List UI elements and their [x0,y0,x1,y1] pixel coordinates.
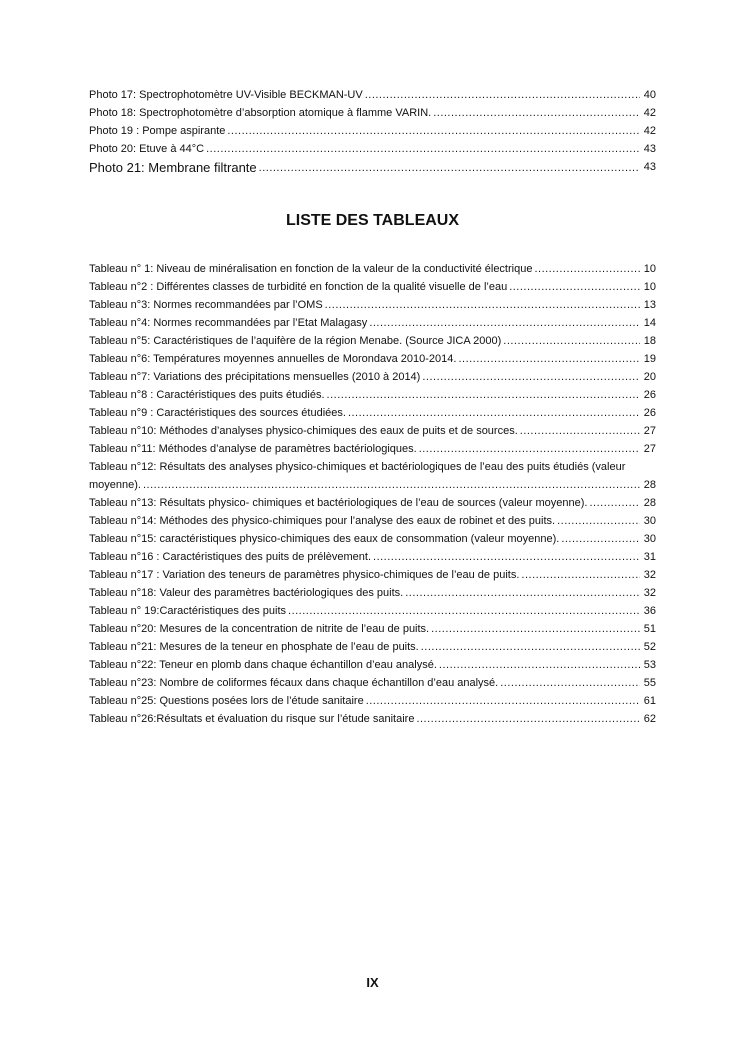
dot-leader [206,143,640,156]
toc-entry-table-23[interactable] [89,677,656,690]
toc-entry-label: Tableau n°16 : Caractéristiques des puits de prélèvement. [89,551,372,563]
toc-entry-table-15[interactable] [89,533,656,546]
dot-leader [365,89,640,102]
toc-entry-label: Tableau n°7: Variations des précipitations mensuelles (2010 à 2014) [89,371,421,383]
toc-entry-label: Tableau n°20: Mesures de la concentration de nitrite de l’eau de puits. [89,623,430,635]
toc-entry-table-20[interactable] [89,623,656,636]
toc-entry-page: 32 [643,569,656,581]
toc-entry-photo-17[interactable] [89,89,656,102]
dot-leader [422,371,640,384]
toc-entry-label: Tableau n°2 : Différentes classes de turbidité en fonction de la qualité visuelle de l’eau [89,281,508,293]
toc-entry-label: Tableau n°15: caractéristiques physico-chimiques des eaux de consommation (valeur moyenne). [89,533,560,545]
toc-entry-label: Tableau n°26:Résultats et évaluation du risque sur l’étude sanitaire [89,713,415,725]
toc-entry-table-17[interactable] [89,569,656,582]
dot-leader [416,713,640,726]
toc-entry-page: 42 [643,107,656,119]
dot-leader [521,569,640,582]
toc-entry-table-6[interactable] [89,353,656,366]
toc-entry-label-continuation: moyenne). [89,479,141,491]
dot-leader [369,317,640,330]
toc-entry-table-3[interactable] [89,299,656,312]
toc-entry-label: Tableau n°4: Normes recommandées par l’Etat Malagasy [89,317,368,329]
toc-entry-label: Tableau n°13: Résultats physico- chimiques et bactériologiques de l’eau de sources (valeur moyenne). [89,497,588,509]
toc-entry-page: 18 [643,335,656,347]
toc-entry-page: 28 [643,479,656,491]
toc-entry-label: Tableau n°5: Caractéristiques de l’aquifère de la région Menabe. (Source JICA 2000) [89,335,502,347]
toc-entry-page: 30 [643,533,656,545]
dot-leader [439,659,640,672]
toc-entry-page: 10 [643,263,656,275]
toc-entry-photo-21[interactable] [89,160,656,175]
toc-entry-page: 27 [643,443,656,455]
toc-entry-photo-20[interactable] [89,143,656,156]
dot-leader [509,281,640,294]
toc-entry-page: 27 [643,425,656,437]
toc-entry-page: 55 [643,677,656,689]
toc-entry-page: 28 [643,497,656,509]
toc-entry-page: 36 [643,605,656,617]
toc-entry-page: 20 [643,371,656,383]
toc-entry-page: 26 [643,407,656,419]
toc-entry-page: 14 [643,317,656,329]
dot-leader [325,299,640,312]
toc-entry-label: Photo 20: Etuve à 44°C [89,143,205,155]
toc-entry-table-4[interactable] [89,317,656,330]
toc-entry-page: 13 [643,299,656,311]
dot-leader [557,515,640,528]
toc-entry-label: Tableau n°11: Méthodes d’analyse de paramètres bactériologiques. [89,443,417,455]
dot-leader [366,695,640,708]
toc-entry-label: Tableau n°6: Températures moyennes annuelles de Morondava 2010-2014. [89,353,457,365]
dot-leader [327,389,640,402]
dot-leader [288,605,640,618]
toc-entry-label: Tableau n°17 : Variation des teneurs de paramètres physico-chimiques de l’eau de puits. [89,569,520,581]
toc-entry-table-21[interactable] [89,641,656,654]
toc-entry-photo-19[interactable] [89,125,656,138]
toc-entry-page: 52 [643,641,656,653]
toc-entry-table-16[interactable] [89,551,656,564]
toc-entry-label: Tableau n°14: Méthodes des physico-chimiques pour l’analyse des eaux de robinet et des puits. [89,515,556,527]
toc-entry-page: 51 [643,623,656,635]
dot-leader [500,677,640,690]
dot-leader [503,335,640,348]
toc-entry-table-7[interactable] [89,371,656,384]
toc-entry-page: 40 [643,89,656,101]
toc-entry-table-19[interactable] [89,605,656,618]
toc-entry-page: 62 [643,713,656,725]
toc-entry-table-18[interactable] [89,587,656,600]
toc-entry-page: 42 [643,125,656,137]
toc-entry-page: 61 [643,695,656,707]
toc-entry-table-14[interactable] [89,515,656,528]
dot-leader [373,551,640,564]
dot-leader [348,407,640,420]
dot-leader [431,623,640,636]
toc-entry-label: Tableau n°25: Questions posées lors de l’étude sanitaire [89,695,364,707]
toc-entry-table-12[interactable] [89,479,656,492]
dot-leader [405,587,640,600]
dot-leader [421,641,640,654]
dot-leader [259,162,640,175]
toc-entry-page: 32 [643,587,656,599]
toc-entry-table-2[interactable] [89,281,656,294]
toc-entry-label: Tableau n°8 : Caractéristiques des puits étudiés. [89,389,325,401]
dot-leader [433,107,640,120]
toc-entry-page: 43 [643,161,656,173]
toc-entry-table-1[interactable] [89,263,656,276]
dot-leader [520,425,640,438]
dot-leader [419,443,640,456]
toc-entry-table-26[interactable] [89,713,656,726]
toc-entry-label: Tableau n°22: Teneur en plomb dans chaque échantillon d’eau analysé. [89,659,437,671]
toc-entry-page: 10 [643,281,656,293]
toc-entry-page: 31 [643,551,656,563]
dot-leader [561,533,640,546]
toc-entry-page: 53 [643,659,656,671]
toc-entry-page: 26 [643,389,656,401]
toc-entry-page: 19 [643,353,656,365]
toc-entry-table-11[interactable] [89,443,656,456]
dot-leader [458,353,640,366]
toc-entry-table-8[interactable] [89,389,656,402]
toc-entry-label: Tableau n°21: Mesures de la teneur en phosphate de l’eau de puits. [89,641,419,653]
dot-leader [534,263,640,276]
dot-leader [227,125,640,138]
toc-entry-label: Tableau n° 1: Niveau de minéralisation en fonction de la valeur de la conductivité électrique [89,263,533,275]
toc-entry-label: Tableau n°9 : Caractéristiques des sources étudiées. [89,407,346,419]
toc-entry-photo-18[interactable] [89,107,656,120]
toc-entry-table-10[interactable] [89,425,656,438]
toc-entry-table-5[interactable] [89,335,656,348]
page-number: IX [366,975,379,990]
toc-entry-table-9[interactable] [89,407,656,420]
dot-leader [143,479,640,492]
toc-entry-label: Photo 18: Spectrophotomètre d’absorption atomique à flamme VARIN. [89,107,432,119]
toc-entry-page: 30 [643,515,656,527]
toc-entry-label: Photo 19 : Pompe aspirante [89,125,226,137]
toc-entry-table-12-label[interactable]: Tableau n°12: Résultats des analyses physico-chimiques et bactériologiques de l’eau des puits étudiés (valeur [89,461,626,473]
toc-entry-label: Tableau n° 19:Caractéristiques des puits [89,605,287,617]
toc-entry-label: Photo 21: Membrane filtrante [89,160,257,175]
toc-entry-label: Photo 17: Spectrophotomètre UV-Visible BECKMAN-UV [89,89,363,101]
toc-entry-label: Tableau n°18: Valeur des paramètres bactériologiques des puits. [89,587,404,599]
dot-leader [589,497,640,510]
toc-entry-label: Tableau n°23: Nombre de coliformes fécaux dans chaque échantillon d’eau analysé. [89,677,499,689]
toc-entry-table-25[interactable] [89,695,656,708]
toc-entry-page: 43 [643,143,656,155]
toc-entry-label: Tableau n°3: Normes recommandées par l’OMS [89,299,323,311]
toc-entry-table-13[interactable] [89,497,656,510]
toc-entry-label: Tableau n°10: Méthodes d’analyses physico-chimiques des eaux de puits et de sources. [89,425,518,437]
toc-entry-table-22[interactable] [89,659,656,672]
section-title: LISTE DES TABLEAUX [285,212,460,229]
